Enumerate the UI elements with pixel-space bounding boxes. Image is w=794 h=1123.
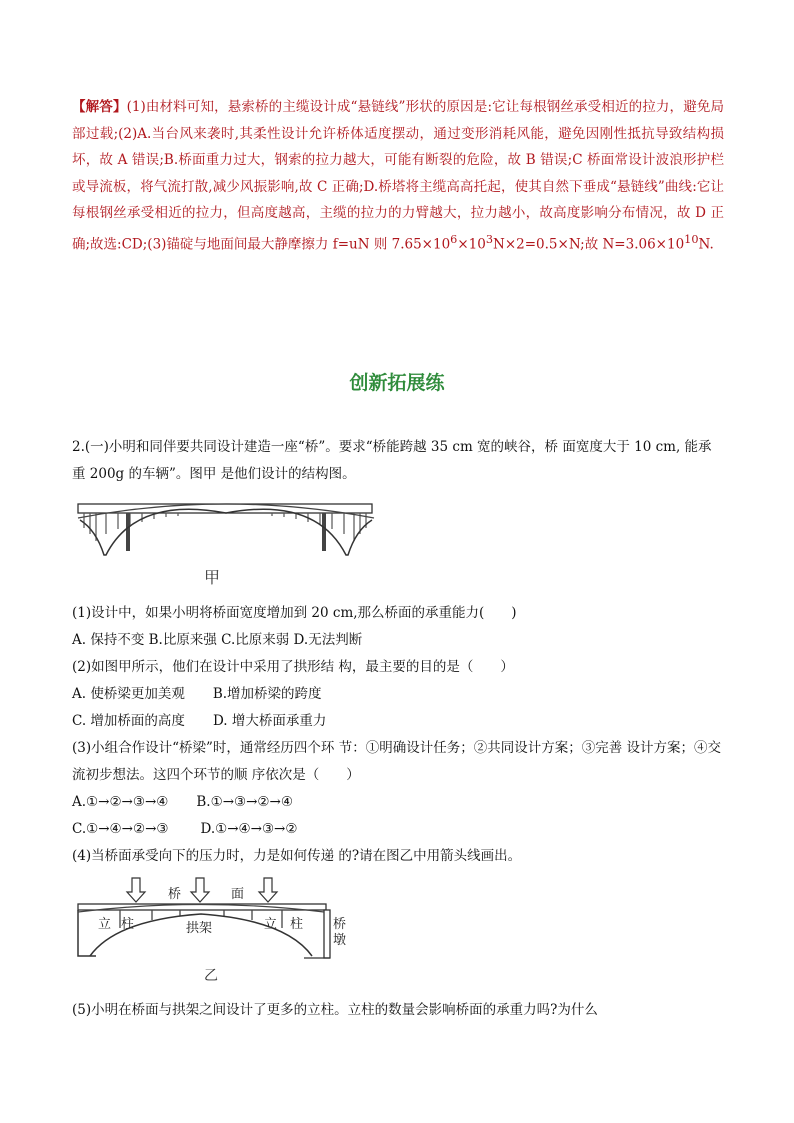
- exponent: 6: [450, 232, 458, 246]
- question-1-options: A. 保持不变 B.比原来强 C.比原来弱 D.无法判断: [72, 632, 363, 648]
- question-5: (5)小明在桥面与拱架之间设计了更多的立柱。立柱的数量会影响桥面的承重力吗?为什么: [72, 1002, 598, 1018]
- question-intro: 2.(一)小明和同伴要共同设计建造一座“桥”。要求“桥能跨越 35 cm 宽的峡谷，桥 面宽度大于 10 cm, 能承重 200g 的车辆”。图甲 是他们设计的结构图。: [72, 439, 712, 482]
- label-qiao: 桥: [168, 887, 182, 902]
- section-title: 创新拓展练: [349, 372, 445, 394]
- option-a: A. 使桥梁更加美观: [72, 686, 185, 702]
- exponent: 10: [684, 232, 699, 246]
- option-d: D.①→④→③→②: [200, 821, 298, 837]
- answer-text-part: N×2=0.5×N;故 N=3.06×10: [493, 236, 685, 253]
- bridge-figure-yi: [76, 872, 356, 987]
- figure-label-yi: 乙: [204, 968, 218, 984]
- question-3-options-row2: [72, 816, 724, 843]
- question-3-options-row1: [72, 789, 724, 816]
- option-a: A.①→②→③→④: [72, 794, 169, 810]
- answer-paragraph: [72, 94, 724, 258]
- option-d: D. 增大桥面承重力: [212, 713, 327, 729]
- question-4: (4)当桥面承受向下的压力时，力是如何传递 的?请在图乙中用箭头线画出。: [72, 848, 522, 864]
- answer-text-part: ×10: [457, 236, 486, 253]
- question-1: (1)设计中，如果小明将桥面宽度增加到 20 cm,那么桥面的承重能力( ): [72, 605, 517, 621]
- question-2: (2)如图甲所示，他们在设计中采用了拱形结 构，最主要的目的是（ ）: [72, 659, 514, 675]
- down-arrow-icon: [127, 878, 277, 902]
- label-dun-1: 桥: [333, 917, 347, 932]
- bridge-figure-jia: [76, 500, 376, 590]
- label-li-right: 立: [264, 917, 278, 932]
- figure-label-jia: 甲: [204, 568, 221, 587]
- option-c: C.①→④→②→③: [72, 821, 169, 837]
- label-gongjia: 拱架: [186, 921, 213, 936]
- option-c: C. 增加桥面的高度: [72, 713, 185, 729]
- question-2-options-row1: [72, 681, 724, 708]
- label-dun-2: 墩: [333, 933, 347, 948]
- question-2-options-row2: [72, 708, 724, 735]
- question-3: (3)小组合作设计“桥梁”时，通常经历四个环 节：①明确设计任务；②共同设计方案；③完善 设计方案；④交流初步想法。这四个环节的顺 序依次是（ ）: [72, 740, 722, 783]
- option-b: B.增加桥梁的跨度: [212, 686, 322, 702]
- option-b: B.①→③→②→④: [196, 794, 293, 810]
- answer-text-part: N.: [698, 236, 714, 253]
- exponent: 3: [485, 232, 494, 246]
- answer-tag: 【解答】: [72, 99, 127, 115]
- label-mian: 面: [231, 887, 245, 902]
- label-zhu-right: 柱: [290, 917, 304, 932]
- answer-text: (1)由材料可知，悬索桥的主缆设计成“悬链线”形状的原因是:它让每根钢丝承受相近的拉力，避免局部过载;(2)A.当台风来袭时,其柔性设计允许桥体适度摆动，通过变形消耗风能，避免因刚性抵抗导致结构损坏，故 A 错误;B.桥面重力过大，钢索的拉力越大，可能有断裂的危险，故 B 错误;C 桥面常设计波浪形护栏或导流板，将气流打散,减少风振影响,故 C 正确;D.桥塔将主缆高高托起，使其自然下垂成“悬链线”曲线:它让每根钢丝承受相近的拉力，但高度越高，主缆的拉力的力臂越大，拉力越小，故高度影响分布情况，故 D 正确;故选:CD;(3)锚碇与地面间最大静摩擦力 f=uN 则 7.65×10: [72, 99, 724, 253]
- label-zhu-left: 柱: [121, 917, 135, 932]
- label-li-left: 立: [98, 917, 112, 932]
